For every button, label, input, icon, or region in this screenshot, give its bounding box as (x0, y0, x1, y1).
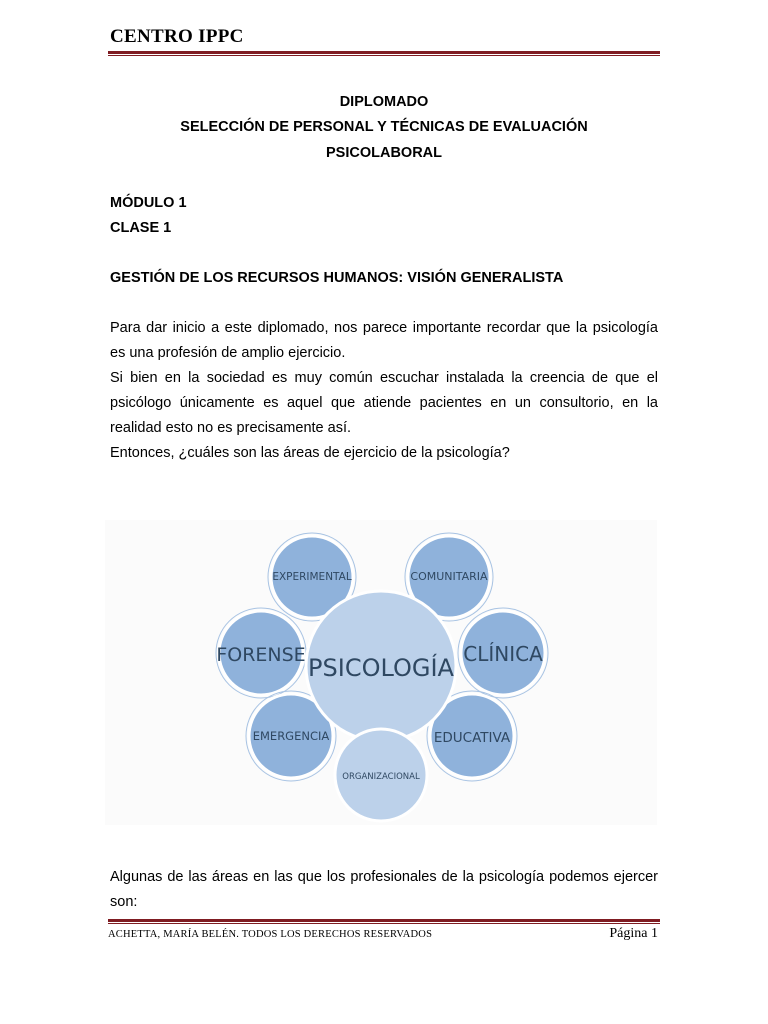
footer-divider (108, 919, 660, 924)
bubble-forense (216, 608, 306, 698)
page-number: Página 1 (609, 926, 658, 941)
question-paragraph: Entonces, ¿cuáles son las áreas de ejercicio de la psicología? (110, 445, 510, 461)
course-title-line1: SELECCIÓN DE PERSONAL Y TÉCNICAS DE EVALUACIÓN (180, 119, 588, 135)
document-header-title: CENTRO IPPC (110, 26, 244, 47)
label-forense: FORENSE (216, 644, 306, 666)
label-organizacional: ORGANIZACIONAL (342, 772, 420, 782)
label-emergencia: EMERGENCIA (252, 729, 330, 743)
label-educativa: EDUCATIVA (433, 730, 511, 746)
bubble-organizacional (335, 729, 427, 821)
label-psicologia: PSICOLOGÍA (308, 654, 454, 682)
areas-paragraph: Algunas de las áreas en las que los profesionales de la psicología podemos ejercer son: (110, 869, 658, 910)
label-comunitaria: COMUNITARIA (410, 570, 488, 583)
class-label: CLASE 1 (110, 220, 172, 236)
header-divider (108, 51, 660, 56)
course-title-line2: PSICOLABORAL (326, 145, 442, 161)
label-experimental: EXPERIMENTAL (272, 571, 352, 583)
section-title: GESTIÓN DE LOS RECURSOS HUMANOS: VISIÓN GENERALISTA (110, 270, 564, 286)
psychology-areas-diagram (105, 520, 657, 825)
belief-paragraph: Si bien en la sociedad es muy común escuchar instalada la creencia de que el psicólogo únicamente es aquel que atiende pacientes en un consultorio, en la realidad esto no es precisamente así. (110, 370, 658, 436)
bubble-clinica (458, 608, 548, 698)
intro-paragraph: Para dar inicio a este diplomado, nos parece importante recordar que la psicología es una profesión de amplio ejercicio. (110, 320, 658, 361)
footer-copyright: ACHETTA, MARÍA BELÉN. TODOS LOS DERECHOS RESERVADOS (108, 929, 433, 940)
bubble-psicologia (306, 591, 456, 741)
module-label: MÓDULO 1 (110, 195, 187, 211)
course-type: DIPLOMADO (339, 94, 429, 110)
label-clinica: CLÍNICA (463, 642, 543, 666)
